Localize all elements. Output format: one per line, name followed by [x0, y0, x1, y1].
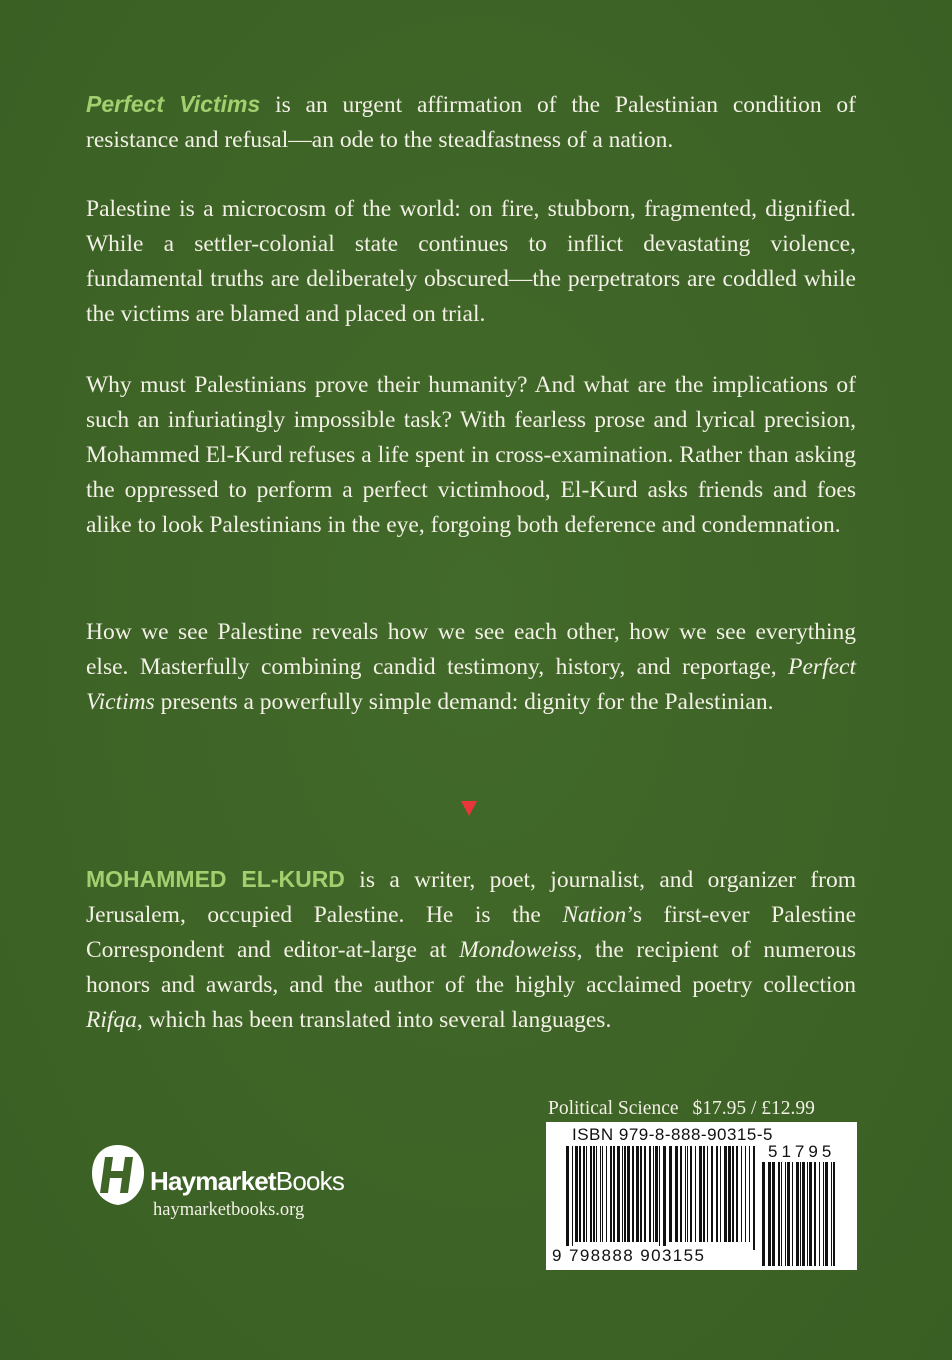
ean-digits: 9 798888 903155 [552, 1246, 706, 1265]
barcode-bar [800, 1162, 801, 1266]
barcode-bar [716, 1146, 718, 1242]
barcode-bar [749, 1146, 750, 1242]
author-bio-text-c: , the recipient of numerous honors and awards, and the author of the highly acclaimed poetry collection [86, 937, 857, 998]
barcode-bar [753, 1146, 755, 1250]
blurb-paragraph-4-a: How we see Palestine reveals how we see each other, how we see everything else. Masterfully combining candid testimony, history, and reportage, [86, 619, 856, 680]
barcode-bar [802, 1162, 805, 1266]
author-name: MOHAMMED EL-KURD [86, 866, 345, 892]
author-bio [86, 862, 856, 1038]
book-title-inline: Perfect Victims [86, 654, 856, 715]
publisher-logo[interactable] [90, 1143, 410, 1233]
barcode-bar [807, 1162, 808, 1266]
barcode-bar [690, 1146, 692, 1242]
barcode-bar [659, 1146, 660, 1250]
barcode-bar [695, 1146, 696, 1242]
barcode-bar [663, 1146, 666, 1250]
barcode-bar [655, 1146, 658, 1242]
barcode-bar [707, 1146, 708, 1242]
publisher-url[interactable]: haymarketbooks.org [153, 1200, 305, 1220]
publisher-name-bold: Haymarket [150, 1166, 276, 1196]
haymarket-h-logo-icon [90, 1143, 146, 1207]
barcode-bar [728, 1146, 731, 1242]
author-bio-text-b: ’s first-ever Palestine Correspondent and editor-at-large at [86, 902, 856, 963]
isbn-label: ISBN 979-8-888-90315-5 [572, 1125, 773, 1144]
barcode-bar [823, 1162, 824, 1266]
barcode-bar [781, 1162, 782, 1266]
barcode-bar [724, 1146, 727, 1242]
author-bio-text-d: , which has been translated into several languages. [136, 1007, 612, 1033]
author-bio-text-a: is a writer, poet, journalist, and organizer from Jerusalem, occupied Palestine. He is the [86, 867, 856, 928]
barcode-bar [586, 1146, 587, 1242]
barcode-bar [627, 1146, 630, 1242]
barcode-bar [796, 1162, 799, 1266]
barcode-bar [600, 1146, 601, 1242]
barcode-bar [711, 1146, 713, 1242]
barcode-bar [762, 1162, 765, 1266]
barcode-bar [741, 1146, 742, 1242]
category: Political Science [548, 1098, 679, 1119]
barcode-bar [825, 1162, 828, 1266]
barcode-bar [703, 1146, 705, 1242]
barcode-bar [685, 1146, 686, 1242]
category-and-price [548, 1097, 856, 1121]
ean13-bars [566, 1146, 756, 1250]
addon-digits: 51795 [768, 1142, 836, 1161]
barcode-bar [768, 1162, 771, 1266]
barcode-bar [778, 1162, 780, 1266]
barcode-bar [610, 1146, 612, 1242]
publisher-name-regular: Books [275, 1166, 345, 1196]
barcode-bar [624, 1146, 626, 1242]
barcode-bar [675, 1146, 678, 1242]
blurb-paragraph-2: Palestine is a microcosm of the world: on fire, stubborn, fragmented, dignified. While a settler-colonial state continues to inflict devastating violence, fundamental truths are deliberately obscured—the perpetrators are coddled while the victims are blamed and placed on trial. [86, 196, 856, 327]
book-rifqa: Rifqa [86, 1007, 137, 1033]
barcode-bar [792, 1162, 793, 1266]
barcode-bar [606, 1146, 607, 1242]
barcode-bar [632, 1146, 634, 1242]
barcode-bar [566, 1146, 569, 1250]
barcode-bar [819, 1162, 820, 1266]
barcode-bar [593, 1146, 595, 1242]
barcode-bar [596, 1146, 597, 1242]
barcode-bar [772, 1162, 775, 1266]
barcode-bar [785, 1162, 786, 1266]
publication-mondoweiss: Mondoweiss [459, 937, 577, 963]
barcode-bar [680, 1146, 682, 1242]
barcode-bar [575, 1146, 578, 1242]
barcode-bar [814, 1162, 816, 1266]
barcode-bar [653, 1146, 654, 1242]
blurb-paragraph-1-text: is an urgent affirmation of the Palestinian condition of resistance and refusal—an ode to the steadfastness of a nation. [86, 92, 856, 153]
barcode-bar [636, 1146, 639, 1242]
barcode-bar [699, 1146, 702, 1242]
barcode-bar [617, 1146, 620, 1242]
publication-nation: Nation [562, 902, 627, 928]
blurb-paragraph-4-b: presents a powerfully simple demand: dignity for the Palestinian. [154, 689, 774, 715]
price: $17.95 / £12.99 [692, 1098, 815, 1119]
barcode-bar [590, 1146, 592, 1242]
barcode-bar [579, 1146, 581, 1242]
barcode-bar [687, 1146, 688, 1242]
barcode-bar [572, 1146, 573, 1250]
barcode-bar [602, 1146, 603, 1242]
barcode-bar [833, 1162, 835, 1266]
addon-bars [762, 1162, 840, 1266]
barcode-bar [787, 1162, 790, 1266]
barcode-bar [613, 1146, 615, 1242]
barcode-bar [736, 1146, 738, 1242]
barcode-bar [831, 1162, 832, 1266]
isbn-barcode [546, 1122, 857, 1270]
barcode-bar [649, 1146, 651, 1242]
barcode-bar [732, 1146, 734, 1242]
red-triangle-marker-icon [461, 801, 477, 816]
barcode-bar [622, 1146, 623, 1242]
publisher-name [150, 1166, 344, 1197]
barcode-bar [669, 1146, 672, 1242]
barcode-bar [583, 1146, 585, 1242]
barcode-bar [640, 1146, 642, 1242]
barcode-bar [720, 1146, 721, 1242]
barcode-bar [644, 1146, 646, 1242]
blurb-paragraph-3: Why must Palestinians prove their humanity? And what are the implications of such an infuriatingly impossible task? With fearless prose and lyrical precision, Mohammed El-Kurd refuses a life spent in cross-examination. Rather than asking the oppressed to perform a perfect victimhood, El-Kurd asks friends and foes alike to look Palestinians in the eye, forgoing both deference and condemnation. [86, 372, 856, 538]
blurb-paragraph-4 [86, 615, 856, 720]
blurb-paragraph-1 [86, 87, 856, 158]
barcode-bar [745, 1146, 746, 1242]
barcode-bar [809, 1162, 812, 1266]
book-title-lead: Perfect Victims [86, 91, 261, 117]
